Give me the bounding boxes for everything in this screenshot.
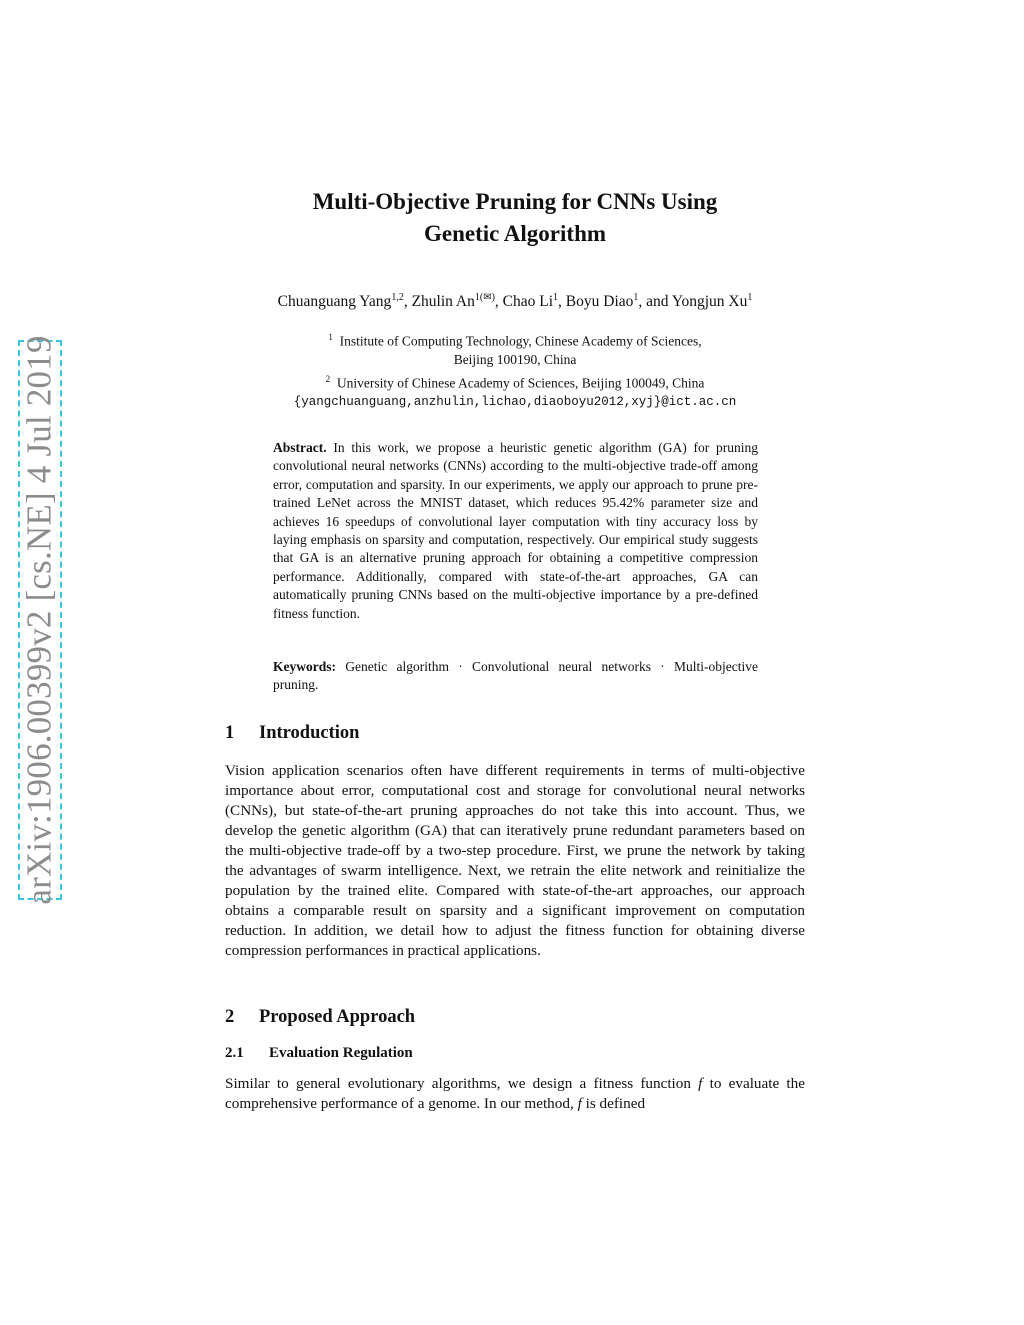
author-affiliation-mark: 1(✉) xyxy=(474,292,495,303)
fitness-symbol: f xyxy=(577,1095,582,1112)
author-affiliation-mark: 1 xyxy=(747,292,753,303)
author-name: Boyu Diao xyxy=(565,293,634,311)
section-title: Proposed Approach xyxy=(259,1007,416,1027)
author-name: Zhulin An xyxy=(411,293,475,311)
author-emails[interactable]: {yangchuanguang,anzhulin,lichao,diaoboyu2012,xyj}@ict.ac.cn xyxy=(293,394,737,409)
section-number: 1 xyxy=(225,723,235,743)
keywords-text: Genetic algorithm · Convolutional neural networks · Multi-objective pruning. xyxy=(273,659,758,693)
author-list: Chuanguang Yang$^{1,2}$, Zhulin $An^{1(✉)}$, Chao Li$^1$, Boyu Diao$^1$, and Yongjun Xu$^1$ xyxy=(277,292,753,311)
introduction-paragraph: Vision application scenarios often have different requirements in terms of multi-objective importance about error, computational cost and storage for convolutional neural networks (CNNs), but state-of-the-art pruning approaches do not take this into account. Thus, we develop the genetic algorithm (GA) that can iteratively prune redundant parameters based on the multi-objective trade-off by a two-step procedure. First, we prune the network by taking the advantages of swarm intelligence. Next, we retrain the elite network and reinitialize the population by the trained elite. Compared with state-of-the-art approaches, our approach obtains a comparable result on sparsity and a significant improvement on computation reduction. In addition, we detail how to adjust the fitness function for obtaining diverse compression performances in practical applications. xyxy=(225,762,805,959)
affiliation-2: $^2$ University of Chinese Academy of Sciences, Beijing 100049, China xyxy=(325,373,705,390)
keywords-label: Keywords: xyxy=(273,659,336,674)
section-title: Introduction xyxy=(259,723,360,743)
keywords xyxy=(273,658,758,695)
abstract xyxy=(273,439,758,623)
author-name: Chuanguang Yang xyxy=(277,293,392,311)
evaluation-regulation-paragraph: Similar to general evolutionary algorithms, we design a fitness function f to evaluate the comprehensive performance of a genome. In our method, f is defined xyxy=(225,1075,805,1112)
affiliations xyxy=(225,328,805,411)
section-number: 2 xyxy=(225,1007,235,1027)
section-heading-proposed-approach xyxy=(225,1007,415,1028)
abstract-text: In this work, we propose a heuristic genetic algorithm (GA) for pruning convolutional neural networks (CNNs) according to the multi-objective trade-off among error, computation and sparsity. In our experiments, we apply our approach to prune pre-trained LeNet across the MNIST dataset, which reduces 95.42% parameter size and achieves 16 speedups of convolutional layer computation with tiny accuracy loss by laying emphasis on sparsity and computation, respectively. Our empirical study suggests that GA is an alternative pruning approach for obtaining a competitive compression performance. Additionally, compared with state-of-the-art approaches, GA can automatically pruning CNNs based on the multi-objective importance by a pre-defined fitness function. xyxy=(273,440,759,621)
subsection-heading-evaluation-regulation xyxy=(225,1045,413,1062)
author-name: Chao Li xyxy=(502,293,554,311)
subsection-title: Evaluation Regulation xyxy=(269,1045,413,1061)
subsection-number: 2.1 xyxy=(225,1045,244,1061)
fitness-symbol: f xyxy=(698,1075,703,1092)
author-affiliation-mark: 1 xyxy=(553,292,559,303)
author-affiliation-mark: 1,2 xyxy=(391,292,404,303)
title-line-2: Genetic Algorithm xyxy=(423,221,607,246)
abstract-label: Abstract. xyxy=(273,440,327,455)
arxiv-identifier: arXiv:1906.00399v2 [cs.NE] 4 Jul 2019 xyxy=(20,335,59,905)
author-affiliation-mark: 1 xyxy=(633,292,639,303)
arxiv-stamp[interactable] xyxy=(18,335,62,905)
affiliation-1-location: Beijing 100190, China xyxy=(453,352,577,367)
title-line-1: Multi-Objective Pruning for CNNs Using xyxy=(312,189,718,214)
affiliation-1: $^1$ Institute of Computing Technology, Chinese Academy of Sciences, xyxy=(328,332,702,349)
section-heading-introduction xyxy=(225,723,359,744)
paper-title xyxy=(225,186,805,250)
author-name: Yongjun Xu xyxy=(671,293,748,311)
